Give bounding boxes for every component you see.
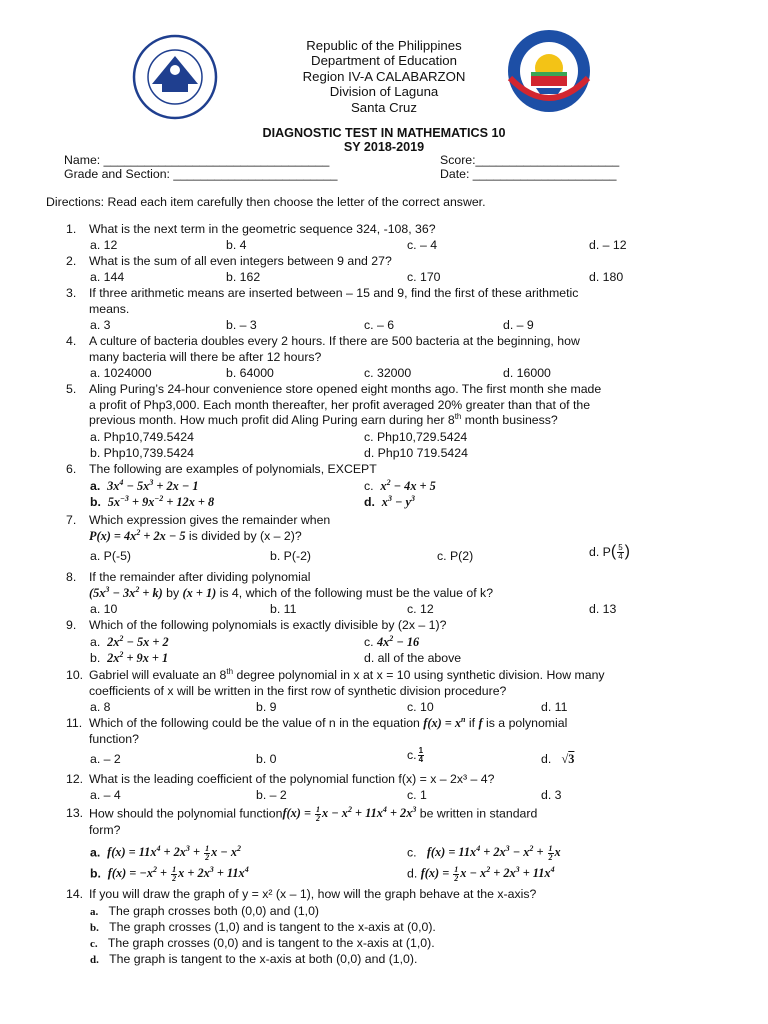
option-letter: d. bbox=[407, 866, 418, 881]
option-expression: $f(x) = 11x^4 + 2x^3$ + $\frac{1}{2}$ $x - x^2$ bbox=[107, 844, 241, 862]
question-number: 4. bbox=[66, 334, 77, 348]
option-a[interactable] bbox=[90, 904, 319, 921]
text-part: be written in standard bbox=[416, 806, 538, 821]
question-10 bbox=[66, 668, 728, 699]
text-part: is a polynomial bbox=[482, 716, 568, 730]
option-d[interactable]: d. – 12 bbox=[589, 238, 627, 252]
question-text bbox=[89, 413, 728, 429]
option-text: The graph crosses (1,0) and is tangent to the x-axis at (0,0). bbox=[109, 920, 436, 934]
question-text: If you will draw the graph of y = x² (x – 1), how will the graph behave at the x-axis? bbox=[89, 887, 537, 901]
question-text bbox=[89, 806, 728, 823]
option-letter: c. bbox=[364, 479, 374, 493]
question-number: 12. bbox=[66, 772, 84, 786]
option-c[interactable] bbox=[364, 479, 436, 495]
question-text bbox=[89, 586, 728, 602]
question-1 bbox=[66, 222, 728, 238]
option-c[interactable]: c. 1 bbox=[407, 788, 427, 802]
header-line: Region IV-A CALABARZON bbox=[302, 68, 466, 84]
option-a[interactable]: a. 12 bbox=[90, 238, 118, 252]
question-text: What is the leading coefficient of the polynomial function f(x) = x – 2x³ – 4? bbox=[89, 772, 495, 786]
option-c[interactable]: c. – 6 bbox=[364, 318, 395, 332]
fraction: $\frac{1}{4}$ bbox=[418, 746, 424, 764]
question-7 bbox=[66, 513, 728, 544]
fraction: $\frac{5}{4}$ bbox=[618, 543, 623, 562]
math-expression: $f(x) = x^n$ bbox=[423, 714, 466, 730]
option-d[interactable]: d. 3 bbox=[541, 788, 562, 802]
question-text: function? bbox=[89, 731, 139, 746]
question-text: coefficients of x will be written in the first row of synthetic division procedure? bbox=[89, 683, 507, 698]
question-5 bbox=[66, 382, 728, 429]
option-b[interactable] bbox=[90, 920, 436, 937]
math-expression: $P(x) = 4x^2 + 2x - 5$ bbox=[89, 527, 186, 543]
option-d[interactable]: d. P( $\frac{5}{4}$ ) bbox=[589, 543, 630, 562]
question-4 bbox=[66, 334, 728, 365]
question-number: 9. bbox=[66, 618, 77, 632]
math-expression: $(5x^3 - 3x^2 + k)$ bbox=[89, 584, 163, 600]
option-letter: b. bbox=[90, 495, 101, 509]
option-c[interactable] bbox=[364, 635, 419, 651]
option-d[interactable]: d. 13 bbox=[589, 602, 617, 616]
question-number: 10. bbox=[66, 668, 84, 682]
superscript: th bbox=[454, 412, 462, 422]
option-expression: $2x^2 + 9x + 1$ bbox=[107, 649, 169, 665]
option-a[interactable]: a. 8 bbox=[90, 700, 111, 714]
question-number: 5. bbox=[66, 382, 77, 396]
option-d[interactable] bbox=[407, 866, 555, 883]
question-12 bbox=[66, 772, 728, 788]
question-text bbox=[89, 716, 728, 732]
option-a[interactable] bbox=[90, 635, 169, 651]
option-d[interactable]: d. 180 bbox=[589, 270, 624, 284]
option-letter: b. bbox=[90, 651, 101, 665]
text-part: if bbox=[465, 716, 479, 730]
question-text: If the remainder after dividing polynomial bbox=[89, 570, 311, 584]
score-field[interactable]: Score:_____________________ bbox=[440, 153, 620, 167]
question-text: Which expression gives the remainder when bbox=[89, 513, 331, 527]
question-2 bbox=[66, 254, 728, 270]
math-expression: f(x) = $\frac{1}{2}$ $x - x^2 + 11x^4 + 2x^3$ bbox=[282, 805, 417, 823]
question-number: 7. bbox=[66, 513, 77, 527]
option-letter: c. bbox=[407, 845, 417, 860]
option-a[interactable] bbox=[90, 479, 199, 495]
option-expression: $f(x) = -x^2$ + $\frac{1}{2}$ $x + 2x^3 + 11x^4$ bbox=[107, 865, 249, 883]
question-text: What is the next term in the geometric sequence 324, -108, 36? bbox=[89, 222, 436, 236]
option-c[interactable]: c. 170 bbox=[407, 270, 441, 284]
option-a[interactable]: a. 1024000 bbox=[90, 366, 152, 380]
option-expression: $4x^2 - 16$ bbox=[377, 633, 420, 649]
question-8 bbox=[66, 570, 728, 601]
school-header bbox=[0, 38, 768, 115]
test-title bbox=[0, 126, 768, 154]
question-text: form? bbox=[89, 823, 121, 837]
header-line: Department of Education bbox=[311, 53, 457, 69]
question-3 bbox=[66, 286, 728, 317]
text-part: by bbox=[162, 585, 183, 600]
superscript: th bbox=[226, 666, 234, 676]
option-b[interactable]: b. 9 bbox=[256, 700, 277, 714]
option-letter: b. bbox=[90, 922, 99, 934]
option-a[interactable]: a. P(-5) bbox=[90, 549, 131, 563]
option-expression: $f(x) = 11x^4 + 2x^3 - x^2$ + $\frac{1}{2}$ x bbox=[426, 844, 561, 862]
option-d[interactable] bbox=[90, 952, 417, 969]
option-b[interactable]: b. – 3 bbox=[226, 318, 257, 332]
text-part: degree polynomial in x at x = 10 using synthetic division. How many bbox=[233, 668, 605, 682]
option-expression: $x^2 - 4x + 5$ bbox=[380, 477, 436, 493]
option-b[interactable] bbox=[90, 495, 214, 511]
question-text: Which of the following polynomials is exactly divisible by (2x – 1)? bbox=[89, 618, 447, 632]
name-field[interactable]: Name: _________________________________ bbox=[64, 153, 330, 167]
option-a[interactable]: a. – 2 bbox=[90, 752, 121, 766]
option-d[interactable]: d. 16000 bbox=[503, 366, 551, 380]
question-text: If three arithmetic means are inserted between – 15 and 9, find the first of these arithmetic bbox=[89, 286, 579, 300]
question-number: 2. bbox=[66, 254, 77, 268]
question-text: many bacteria will there be after 12 hours? bbox=[89, 349, 322, 364]
question-text: means. bbox=[89, 301, 130, 316]
option-c[interactable] bbox=[407, 845, 561, 862]
option-c[interactable]: c. 32000 bbox=[364, 366, 412, 380]
option-b[interactable]: b. 64000 bbox=[226, 366, 274, 380]
header-line: Republic of the Philippines bbox=[306, 38, 462, 53]
option-c[interactable]: c. – 4 bbox=[407, 238, 438, 252]
question-text bbox=[89, 668, 728, 684]
option-b[interactable]: b. 0 bbox=[256, 752, 277, 766]
option-letter: c. bbox=[364, 635, 374, 649]
question-6 bbox=[66, 462, 728, 478]
option-letter: c. bbox=[90, 938, 98, 950]
text-part: How should the polynomial function bbox=[89, 806, 283, 821]
school-year: SY 2018-2019 bbox=[343, 140, 425, 154]
option-a[interactable] bbox=[90, 845, 241, 862]
header-line: Santa Cruz bbox=[351, 99, 417, 115]
question-number: 6. bbox=[66, 462, 77, 476]
option-letter: d. bbox=[541, 752, 552, 766]
math-expression: f bbox=[478, 716, 483, 730]
header-line: Division of Laguna bbox=[329, 84, 439, 100]
question-number: 1. bbox=[66, 222, 77, 236]
question-13 bbox=[66, 806, 728, 839]
question-9 bbox=[66, 618, 728, 634]
option-d[interactable]: d. 11 bbox=[541, 700, 568, 714]
option-a[interactable]: a. – 4 bbox=[90, 788, 121, 802]
option-expression: $x^3 - y^3$ bbox=[381, 493, 415, 509]
option-letter: a. bbox=[90, 635, 101, 649]
question-number: 3. bbox=[66, 286, 77, 300]
option-c[interactable]: c. Php10,729.5424 bbox=[364, 430, 468, 444]
question-11 bbox=[66, 716, 728, 747]
option-c[interactable]: c. P(2) bbox=[437, 549, 474, 563]
question-text: a profit of Php3,000. Each month thereafter, her profit averaged 20% greater than that of the bbox=[89, 397, 591, 412]
option-letter: a. bbox=[90, 845, 101, 860]
directions: Directions: Read each item carefully then choose the letter of the correct answer. bbox=[46, 195, 486, 209]
option-c[interactable]: c. 12 bbox=[407, 602, 434, 616]
option-text: The graph is tangent to the x-axis at both (0,0) and (1,0). bbox=[109, 952, 418, 966]
option-b[interactable]: b. P(-2) bbox=[270, 549, 311, 563]
date-field[interactable]: Date: _____________________ bbox=[440, 167, 617, 181]
option-b[interactable]: b. Php10,739.5424 bbox=[90, 446, 194, 460]
question-text: What is the sum of all even integers between 9 and 27? bbox=[89, 254, 392, 268]
option-expression: $5x^{-3} + 9x^{-2} + 12x + 8$ bbox=[107, 493, 215, 509]
option-expression: f(x) = $\frac{1}{2}$ $x - x^2 + 2x^3 + 11x^4$ bbox=[420, 865, 555, 883]
option-c[interactable]: c. 10 bbox=[407, 700, 434, 714]
option-a[interactable]: a. Php10,749.5424 bbox=[90, 430, 194, 444]
option-c[interactable] bbox=[90, 936, 435, 953]
option-expression: $2x^2 - 5x + 2$ bbox=[107, 633, 169, 649]
option-letter: c. bbox=[407, 747, 417, 762]
option-d[interactable]: d. Php10 719.5424 bbox=[364, 446, 468, 460]
option-expression: √3 bbox=[561, 752, 575, 766]
math-expression: (x + 1) bbox=[182, 585, 217, 600]
option-letter: a. bbox=[90, 479, 101, 493]
text-part: Which of the following could be the value of n in the equation bbox=[89, 716, 424, 730]
option-letter: d. bbox=[364, 495, 375, 509]
question-text: Aling Puring’s 24-hour convenience store opened eight months ago. The first month she made bbox=[89, 382, 602, 396]
option-a[interactable]: a. 3 bbox=[90, 318, 111, 332]
option-letter: a. bbox=[90, 906, 99, 918]
option-d[interactable] bbox=[541, 752, 574, 768]
option-b[interactable]: b. – 2 bbox=[256, 788, 287, 802]
question-text bbox=[89, 529, 728, 545]
option-expression: $3x^4 - 5x^3 + 2x - 1$ bbox=[107, 477, 199, 493]
option-a[interactable]: a. 10 bbox=[90, 602, 118, 616]
option-letter: d. bbox=[90, 954, 99, 966]
option-b[interactable]: b. 4 bbox=[226, 238, 247, 252]
title-line: DIAGNOSTIC TEST IN MATHEMATICS 10 bbox=[262, 126, 506, 140]
question-text: A culture of bacteria doubles every 2 hours. If there are 500 bacteria at the beginning, how bbox=[89, 334, 580, 348]
option-b[interactable]: b. 162 bbox=[226, 270, 261, 284]
option-d[interactable]: d. – 9 bbox=[503, 318, 534, 332]
option-c[interactable] bbox=[407, 747, 425, 764]
option-b[interactable] bbox=[90, 651, 168, 667]
grade-section-field[interactable]: Grade and Section: ________________________ bbox=[64, 167, 338, 181]
text-part: previous month. How much profit did Aling Puring earn during her 8 bbox=[89, 413, 455, 428]
question-number: 14. bbox=[66, 887, 84, 901]
option-b[interactable]: b. 11 bbox=[270, 602, 297, 616]
text-part: Gabriel will evaluate an 8 bbox=[89, 668, 227, 682]
option-a[interactable]: a. 144 bbox=[90, 270, 125, 284]
option-text: The graph crosses (0,0) and is tangent to the x-axis at (1,0). bbox=[107, 936, 435, 950]
option-letter: b. bbox=[90, 866, 101, 881]
question-number: 8. bbox=[66, 570, 77, 584]
option-b[interactable] bbox=[90, 866, 249, 883]
option-d[interactable]: d. all of the above bbox=[364, 651, 462, 665]
option-text: The graph crosses both (0,0) and (1,0) bbox=[108, 904, 320, 918]
option-d[interactable] bbox=[364, 495, 415, 511]
question-text: The following are examples of polynomials, EXCEPT bbox=[89, 462, 377, 476]
text-part: month business? bbox=[461, 413, 558, 428]
option-letter: d. P bbox=[589, 545, 611, 559]
question-14 bbox=[66, 887, 728, 903]
question-number: 11. bbox=[66, 716, 83, 730]
question-number: 13. bbox=[66, 806, 84, 820]
text-part: is 4, which of the following must be the value of k? bbox=[216, 585, 494, 600]
text-part: is divided by (x – 2)? bbox=[185, 528, 302, 543]
